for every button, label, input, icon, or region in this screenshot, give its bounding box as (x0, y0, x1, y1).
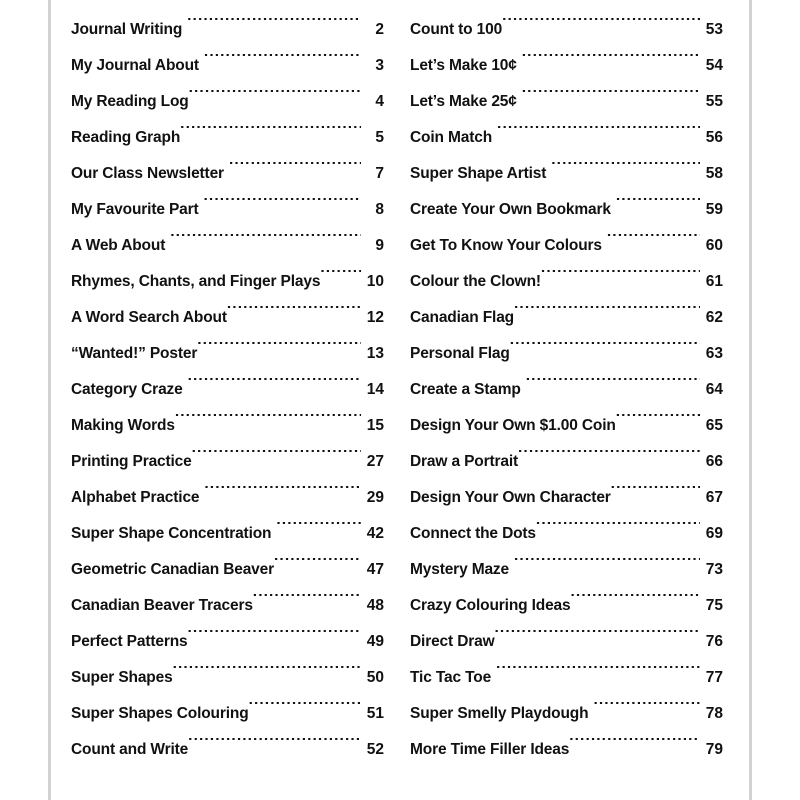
toc-entry-title: Coin Match (410, 129, 493, 146)
toc-entry-title: Super Shape Concentration (71, 525, 272, 542)
toc-entry-page-number: 79 (705, 741, 723, 758)
toc-entry-page-number: 15 (366, 417, 384, 434)
toc-entry[interactable] (410, 552, 723, 588)
toc-entry-page-number: 13 (366, 345, 384, 362)
toc-entry-title: Personal Flag (410, 345, 510, 362)
toc-entry-title: Category Craze (71, 381, 183, 398)
toc-entry-page-number: 58 (705, 165, 723, 182)
toc-dot-leader (495, 630, 701, 646)
toc-entry-page-number: 73 (705, 561, 723, 578)
toc-entry[interactable] (410, 84, 723, 120)
toc-dot-leader (551, 162, 700, 178)
toc-entry-title: Direct Draw (410, 633, 495, 650)
toc-entry[interactable] (71, 624, 384, 660)
toc-entry[interactable] (71, 300, 384, 336)
toc-dot-leader (514, 306, 700, 322)
toc-entry-title: Perfect Patterns (71, 633, 188, 650)
toc-entry-title: Mystery Maze (410, 561, 509, 578)
toc-dot-leader (541, 270, 700, 286)
toc-entry-page-number: 48 (366, 597, 384, 614)
toc-entry-title: My Reading Log (71, 93, 189, 110)
toc-entry-title: “Wanted!” Poster (71, 345, 198, 362)
toc-entry[interactable] (410, 516, 723, 552)
toc-entry[interactable] (71, 84, 384, 120)
toc-dot-leader (514, 558, 700, 574)
toc-entry-page-number: 7 (375, 165, 384, 182)
toc-dot-leader (170, 234, 361, 250)
toc-entry[interactable] (410, 156, 723, 192)
toc-entry-page-number: 9 (375, 237, 384, 254)
toc-entry[interactable] (71, 552, 384, 588)
toc-entry-page-number: 66 (705, 453, 723, 470)
toc-entry[interactable] (410, 192, 723, 228)
toc-column-right (400, 12, 749, 800)
toc-dot-leader (593, 702, 700, 718)
toc-dot-leader (496, 666, 700, 682)
page-right-edge-rule (749, 0, 752, 800)
toc-dot-leader (616, 414, 700, 430)
toc-dot-leader (611, 486, 700, 502)
toc-entry-page-number: 12 (366, 309, 384, 326)
toc-entry[interactable] (410, 480, 723, 516)
toc-entry-title: Rhymes, Chants, and Finger Plays (71, 273, 321, 290)
toc-entry[interactable] (410, 732, 723, 768)
toc-dot-leader (522, 90, 700, 106)
toc-entry[interactable] (410, 372, 723, 408)
toc-dot-leader (187, 630, 361, 646)
toc-entry-title: Geometric Canadian Beaver (71, 561, 275, 578)
toc-entry-title: Connect the Dots (410, 525, 536, 542)
toc-entry-title: Journal Writing (71, 21, 183, 38)
toc-entry[interactable] (410, 588, 723, 624)
toc-entry-page-number: 42 (366, 525, 384, 542)
toc-entry-title: Create a Stamp (410, 381, 521, 398)
toc-entry-page-number: 27 (366, 453, 384, 470)
toc-entry[interactable] (71, 480, 384, 516)
toc-entry-page-number: 4 (375, 93, 384, 110)
toc-entry[interactable] (71, 444, 384, 480)
toc-dot-leader (204, 198, 361, 214)
toc-entry[interactable] (71, 48, 384, 84)
toc-entry[interactable] (71, 696, 384, 732)
toc-entry-title: Super Shapes (71, 669, 173, 686)
toc-entry-page-number: 49 (366, 633, 384, 650)
toc-entry[interactable] (71, 372, 384, 408)
toc-entry[interactable] (410, 408, 723, 444)
toc-dot-leader (253, 594, 361, 610)
toc-entry-page-number: 2 (375, 21, 384, 38)
toc-entry-page-number: 52 (366, 741, 384, 758)
toc-entry-page-number: 67 (705, 489, 723, 506)
toc-dot-leader (204, 486, 361, 502)
toc-entry-page-number: 76 (705, 633, 723, 650)
toc-entry-title: Super Smelly Playdough (410, 705, 589, 722)
toc-entry-page-number: 3 (375, 57, 384, 74)
toc-entry-page-number: 10 (366, 273, 384, 290)
toc-entry-title: My Favourite Part (71, 201, 199, 218)
toc-entry-title: Colour the Clown! (410, 273, 541, 290)
toc-dot-leader (180, 126, 361, 142)
toc-entry-page-number: 69 (705, 525, 723, 542)
toc-entry-title: More Time Filler Ideas (410, 741, 570, 758)
toc-entry[interactable] (410, 120, 723, 156)
toc-entry[interactable] (410, 696, 723, 732)
toc-dot-leader (510, 342, 700, 358)
toc-entry[interactable] (71, 336, 384, 372)
toc-dot-leader (173, 666, 361, 682)
toc-entry[interactable] (410, 48, 723, 84)
toc-entry[interactable] (410, 264, 723, 300)
toc-entry-title: A Web About (71, 237, 166, 254)
toc-entry-page-number: 14 (366, 381, 384, 398)
toc-dot-leader (526, 378, 700, 394)
toc-entry[interactable] (71, 588, 384, 624)
toc-entry[interactable] (410, 624, 723, 660)
toc-dot-leader (227, 306, 361, 322)
toc-entry-page-number: 75 (705, 597, 723, 614)
toc-entry-page-number: 77 (705, 669, 723, 686)
toc-dot-leader (175, 414, 361, 430)
toc-entry-title: Reading Graph (71, 129, 181, 146)
toc-entry[interactable] (410, 228, 723, 264)
toc-entry-page-number: 60 (705, 237, 723, 254)
toc-dot-leader (204, 54, 361, 70)
toc-entry-title: Get To Know Your Colours (410, 237, 602, 254)
toc-entry[interactable] (410, 300, 723, 336)
toc-entry-page-number: 53 (705, 21, 723, 38)
toc-dot-leader (320, 270, 361, 286)
toc-entry[interactable] (71, 516, 384, 552)
toc-dot-leader (249, 702, 361, 718)
toc-entry-title: Create Your Own Bookmark (410, 201, 611, 218)
toc-entry-title: Printing Practice (71, 453, 192, 470)
toc-dot-leader (497, 126, 700, 142)
toc-entry[interactable] (71, 192, 384, 228)
toc-entry-title: Count and Write (71, 741, 189, 758)
toc-dot-leader (502, 18, 700, 34)
toc-dot-leader (274, 558, 361, 574)
toc-dot-leader (187, 18, 361, 34)
toc-dot-leader (569, 738, 700, 754)
toc-entry-page-number: 64 (705, 381, 723, 398)
toc-column-left (52, 12, 400, 800)
toc-dot-leader (188, 738, 361, 754)
toc-entry-title: Tic Tac Toe (410, 669, 492, 686)
toc-entry-title: A Word Search About (71, 309, 227, 326)
toc-entry-title: Count to 100 (410, 21, 503, 38)
toc-entry-page-number: 63 (705, 345, 723, 362)
toc-entry-title: Let’s Make 10¢ (410, 57, 517, 74)
toc-dot-leader (571, 594, 701, 610)
toc-entry-title: Draw a Portrait (410, 453, 519, 470)
toc-entry-title: Canadian Beaver Tracers (71, 597, 253, 614)
toc-entry-page-number: 29 (366, 489, 384, 506)
toc-dot-leader (518, 450, 700, 466)
toc-dot-leader (522, 54, 700, 70)
toc-dot-leader (276, 522, 361, 538)
toc-entry-page-number: 65 (705, 417, 723, 434)
toc-entry-title: Super Shape Artist (410, 165, 547, 182)
toc-columns (52, 0, 749, 800)
toc-entry-page-number: 54 (705, 57, 723, 74)
toc-entry[interactable] (71, 12, 384, 48)
toc-entry[interactable] (71, 264, 384, 300)
toc-entry-title: Making Words (71, 417, 175, 434)
toc-entry-page-number: 55 (705, 93, 723, 110)
toc-entry[interactable] (410, 12, 723, 48)
toc-entry[interactable] (410, 444, 723, 480)
toc-entry-page-number: 5 (375, 129, 384, 146)
toc-dot-leader (607, 234, 700, 250)
toc-dot-leader (536, 522, 700, 538)
toc-entry-title: Design Your Own $1.00 Coin (410, 417, 616, 434)
toc-dot-leader (189, 90, 361, 106)
toc-entry[interactable] (410, 336, 723, 372)
toc-dot-leader (197, 342, 361, 358)
toc-entry[interactable] (71, 156, 384, 192)
toc-entry-title: Crazy Colouring Ideas (410, 597, 571, 614)
toc-entry-title: Super Shapes Colouring (71, 705, 249, 722)
toc-entry-title: My Journal About (71, 57, 199, 74)
toc-entry-page-number: 62 (705, 309, 723, 326)
toc-entry-page-number: 56 (705, 129, 723, 146)
toc-entry[interactable] (71, 408, 384, 444)
page-left-edge-rule (48, 0, 51, 800)
toc-entry[interactable] (410, 660, 723, 696)
toc-entry-page-number: 50 (366, 669, 384, 686)
toc-dot-leader (188, 378, 361, 394)
toc-entry[interactable] (71, 732, 384, 768)
toc-entry-page-number: 78 (705, 705, 723, 722)
toc-entry-title: Alphabet Practice (71, 489, 200, 506)
toc-entry[interactable] (71, 120, 384, 156)
toc-entry-page-number: 61 (705, 273, 723, 290)
toc-entry[interactable] (71, 660, 384, 696)
toc-entry-title: Our Class Newsletter (71, 165, 224, 182)
toc-dot-leader (229, 162, 361, 178)
toc-entry-title: Canadian Flag (410, 309, 514, 326)
toc-entry-title: Let’s Make 25¢ (410, 93, 517, 110)
toc-entry-title: Design Your Own Character (410, 489, 611, 506)
toc-dot-leader (616, 198, 700, 214)
toc-entry-page-number: 59 (705, 201, 723, 218)
toc-entry-page-number: 8 (375, 201, 384, 218)
toc-entry[interactable] (71, 228, 384, 264)
toc-dot-leader (192, 450, 361, 466)
toc-entry-page-number: 51 (366, 705, 384, 722)
toc-entry-page-number: 47 (366, 561, 384, 578)
